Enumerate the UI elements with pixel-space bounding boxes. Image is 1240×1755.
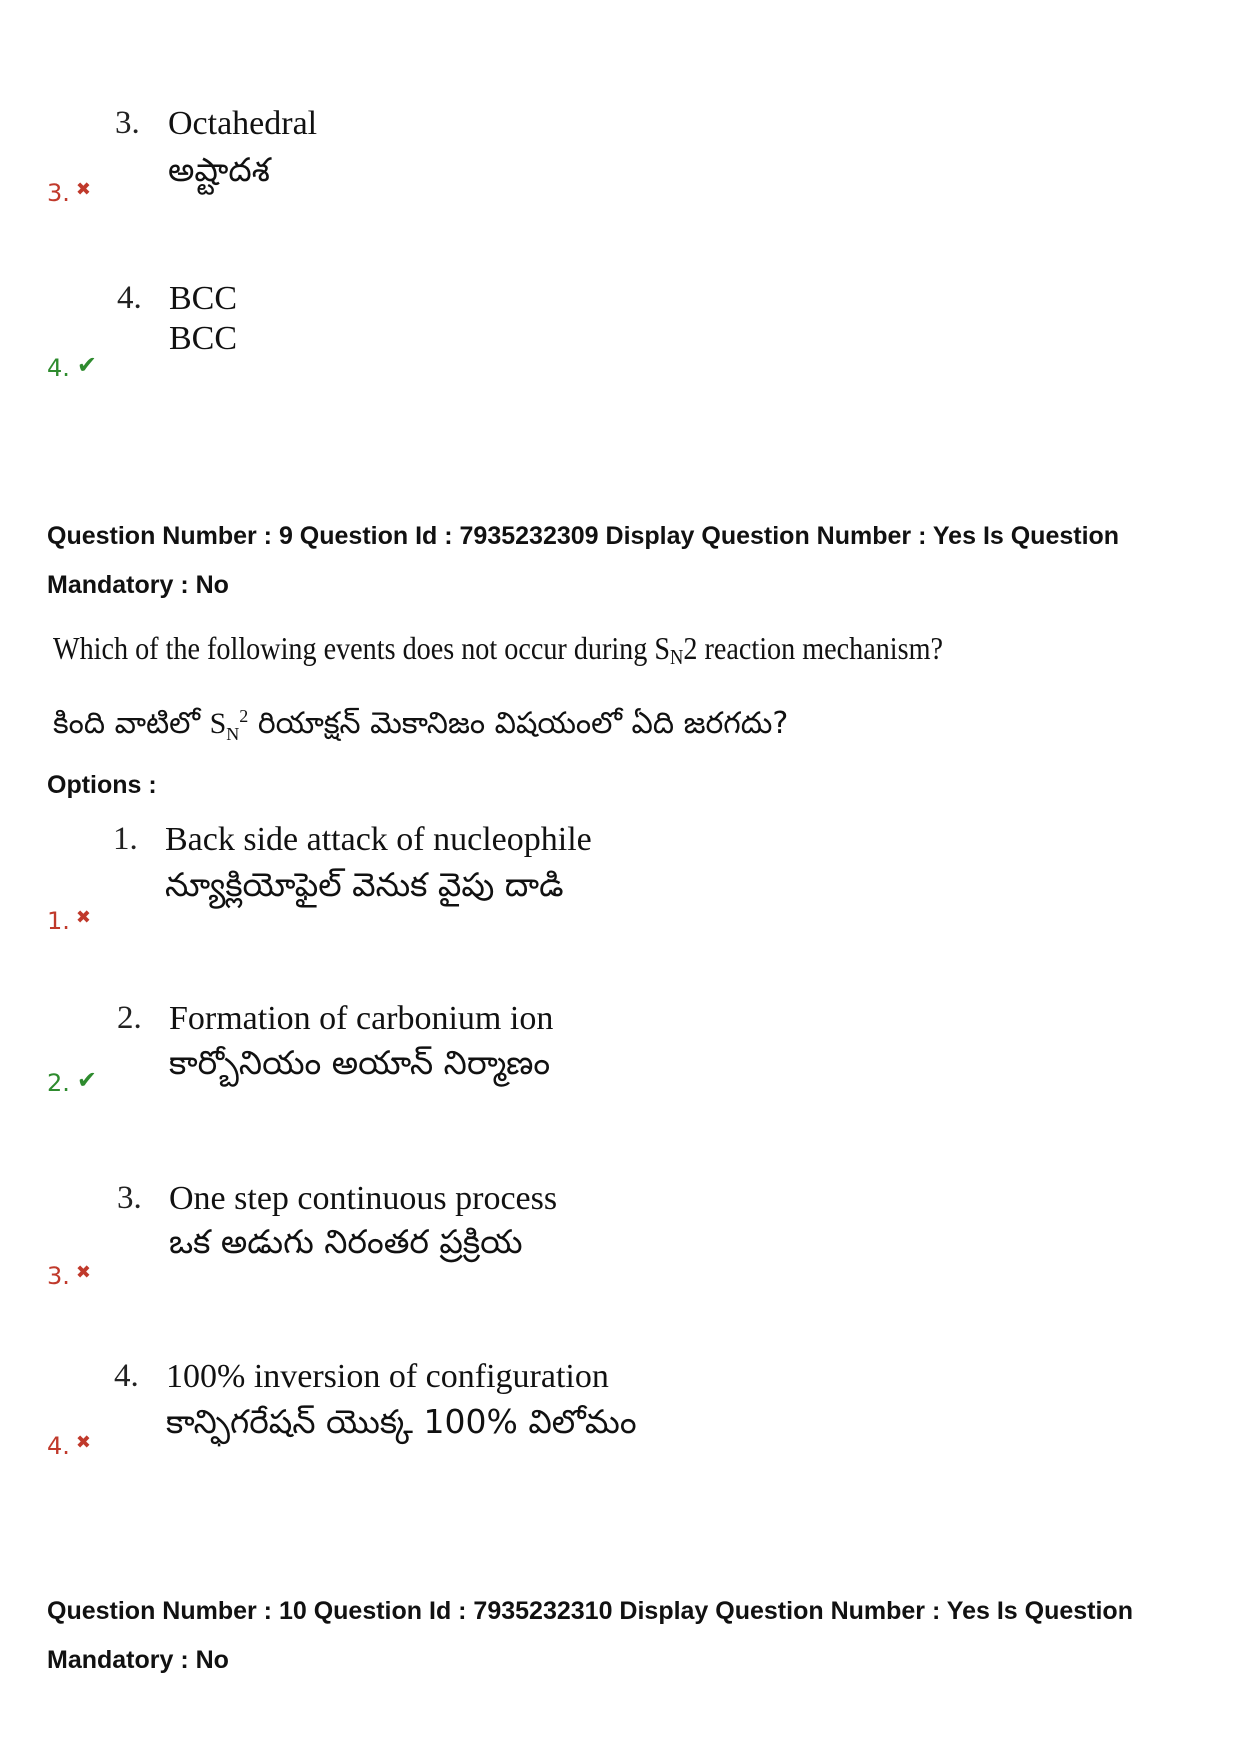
option-text-te: కాన్ఫిగరేషన్ యొక్క 100% విలోమం [166,1402,637,1441]
option-number: 2. [117,1000,142,1036]
option-text-te: న్యూక్లియోఫైల్ వెనుక వైపు దాడి [165,865,564,904]
question-header-line1: Question Number : 9 Question Id : 7935232309 Display Question Number : Yes Is Question [47,522,1120,550]
check-icon: ✔ [76,351,98,379]
question-text-en [53,632,943,668]
marker-number: 4. [47,1432,70,1460]
wrong-icon: ✖ [75,1262,91,1283]
option-result-marker [47,181,91,205]
option-result-marker [47,1434,91,1458]
option-number: 4. [117,280,142,316]
question-text-te-part: రియాక్షన్ మెకానిజం విషయంలో ఏది జరగదు? [248,706,789,741]
option-number: 3. [117,1180,142,1216]
sn-letter: S [209,707,227,740]
option-text-en: Octahedral [168,105,318,142]
subscript: N [670,645,684,669]
question-header [47,512,1207,610]
option-text-en: Back side attack of nucleophile [165,821,592,858]
question-text-en-part: Which of the following events does not occur during S [53,630,671,666]
wrong-icon: ✖ [75,907,91,928]
check-icon: ✔ [76,1066,98,1094]
marker-number: 3. [47,179,70,207]
wrong-icon: ✖ [75,1432,91,1453]
question-text-en-part: 2 reaction mechanism? [683,630,943,666]
marker-number: 4. [47,354,70,382]
option-text-te: అష్టాదశ [168,150,270,189]
option-result-marker [47,351,98,382]
question-text-te [53,707,788,743]
option-text-te: ఒక అడుగు నిరంతర ప్రక్రియ [169,1222,523,1261]
wrong-icon: ✖ [75,179,91,200]
subscript: N [226,724,240,744]
option-text-en: BCC [169,280,238,317]
question-text-te-part: కింది వాటిలో [53,706,210,741]
question-header-line2: Mandatory : No [47,571,229,599]
question-header-line1: Question Number : 10 Question Id : 7935232310 Display Question Number : Yes Is Question [47,1597,1133,1625]
option-text-te: BCC [169,320,238,357]
option-number: 4. [114,1358,139,1394]
option-number: 3. [115,105,140,141]
option-text-en: One step continuous process [169,1180,558,1217]
option-result-marker [47,1264,91,1288]
option-number: 1. [113,821,138,857]
question-header [47,1587,1207,1685]
option-result-marker [47,1066,98,1097]
marker-number: 2. [47,1069,70,1097]
option-text-en: Formation of carbonium ion [169,1000,554,1037]
option-result-marker [47,909,91,933]
superscript: 2 [239,706,249,726]
question-header-line2: Mandatory : No [47,1646,229,1674]
options-label: Options : [47,771,157,799]
option-text-en: 100% inversion of configuration [166,1358,609,1395]
marker-number: 1. [47,907,70,935]
marker-number: 3. [47,1262,70,1290]
sn-symbol [209,706,249,744]
option-text-te: కార్బోనియం అయాన్ నిర్మాణం [169,1043,551,1082]
